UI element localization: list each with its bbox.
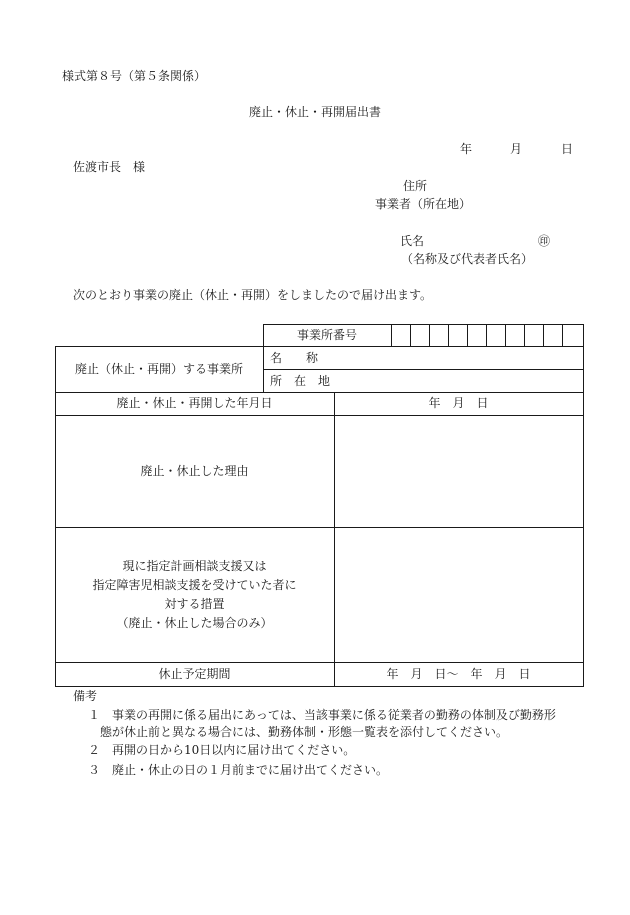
date-label: 廃止・休止・再開した年月日 [116, 396, 273, 410]
note-text: 廃止・休止の日の１月前までに届け出てください。 [112, 763, 389, 777]
reason-label: 廃止・休止した理由 [140, 463, 249, 478]
office-number-label: 事業所番号 [296, 328, 357, 342]
statement: 次のとおり事業の廃止（休止・再開）をしましたので届け出ます。 [73, 288, 433, 302]
address-label: 住所 [403, 179, 428, 193]
date-month-label: 月 [510, 142, 523, 156]
office-name-label: 名 称 [270, 350, 319, 365]
measures-line-3: 対する措置 [164, 596, 225, 611]
date-day-label: 日 [561, 142, 574, 156]
business-label: 事業者（所在地） [375, 197, 472, 211]
measures-line-4: （廃止・休止した場合のみ） [116, 615, 273, 630]
date-year-label: 年 [460, 142, 473, 156]
addressee: 佐渡市長 様 [73, 160, 146, 174]
document-title: 廃止・休止・再開届出書 [248, 105, 381, 119]
period-value: 年 月 日～ 年 月 日 [386, 666, 531, 681]
measures-line-2: 指定障害児相談支援を受けていた者に [92, 577, 297, 592]
office-location-label: 所 在 地 [270, 373, 331, 388]
note-number: ２ [88, 743, 101, 757]
note-text-continued: 態が休止前と異なる場合には、勤務体制・形態一覧表を添付してください。 [100, 725, 509, 739]
seal-mark: ㊞ [538, 234, 551, 248]
note-text: 再開の日から10日以内に届け出てください。 [112, 743, 356, 757]
notes-heading: 備考 [73, 689, 98, 703]
note-text: 事業の再開に係る届出にあっては、当該事業に係る従業者の勤務の体制及び勤務形 [112, 708, 556, 722]
form-number: 様式第８号（第５条関係） [62, 69, 207, 83]
measures-line-1: 現に指定計画相談支援又は [122, 558, 267, 573]
note-number: １ [88, 708, 101, 722]
note-number: ３ [88, 763, 101, 777]
date-value: 年 月 日 [428, 396, 489, 410]
period-label: 休止予定期間 [158, 666, 231, 681]
office-label: 廃止（休止・再開）する事業所 [74, 361, 243, 376]
name-note: （名称及び代表者氏名） [401, 252, 534, 266]
measures-label [55, 527, 334, 662]
name-label: 氏名 [400, 234, 425, 248]
